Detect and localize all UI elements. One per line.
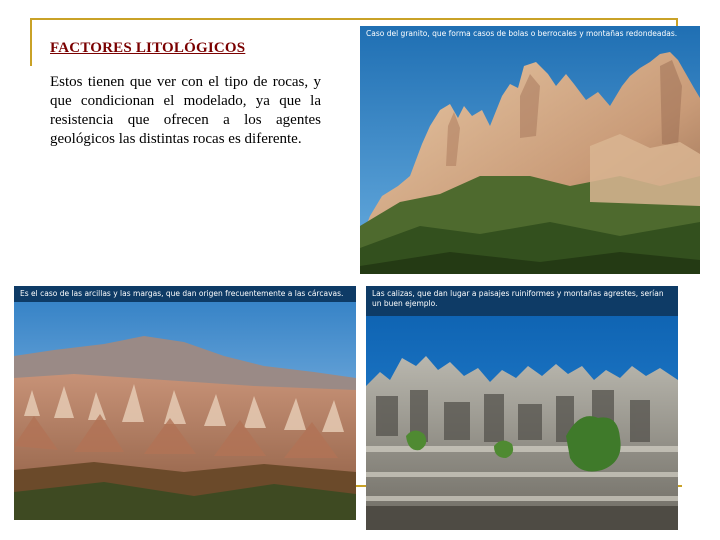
clay-badlands-photo — [14, 286, 356, 520]
slide-title: FACTORES LITOLÓGICOS — [50, 40, 246, 56]
left-rule — [30, 18, 32, 66]
clay-photo-caption: Es el caso de las arcillas y las margas, que dan origen frecuentemente a las cárcavas. — [20, 289, 344, 298]
granite-photo-caption: Caso del granito, que forma casos de bolas o berrocales y montañas redondeadas. — [366, 29, 678, 38]
limestone-karst-photo — [366, 286, 678, 530]
top-rule — [30, 18, 678, 20]
limestone-photo-caption: Las calizas, que dan lugar a paisajes ruiniformes y montañas agrestes, serían un buen ejemplo. — [372, 289, 664, 308]
granite-mountains-photo — [360, 26, 700, 274]
slide-body-text: Estos tienen que ver con el tipo de rocas, y que condicionan el modelado, ya que la resistencia que ofrecen a los agentes geológicos las distintas rocas es diferente. — [50, 74, 321, 147]
